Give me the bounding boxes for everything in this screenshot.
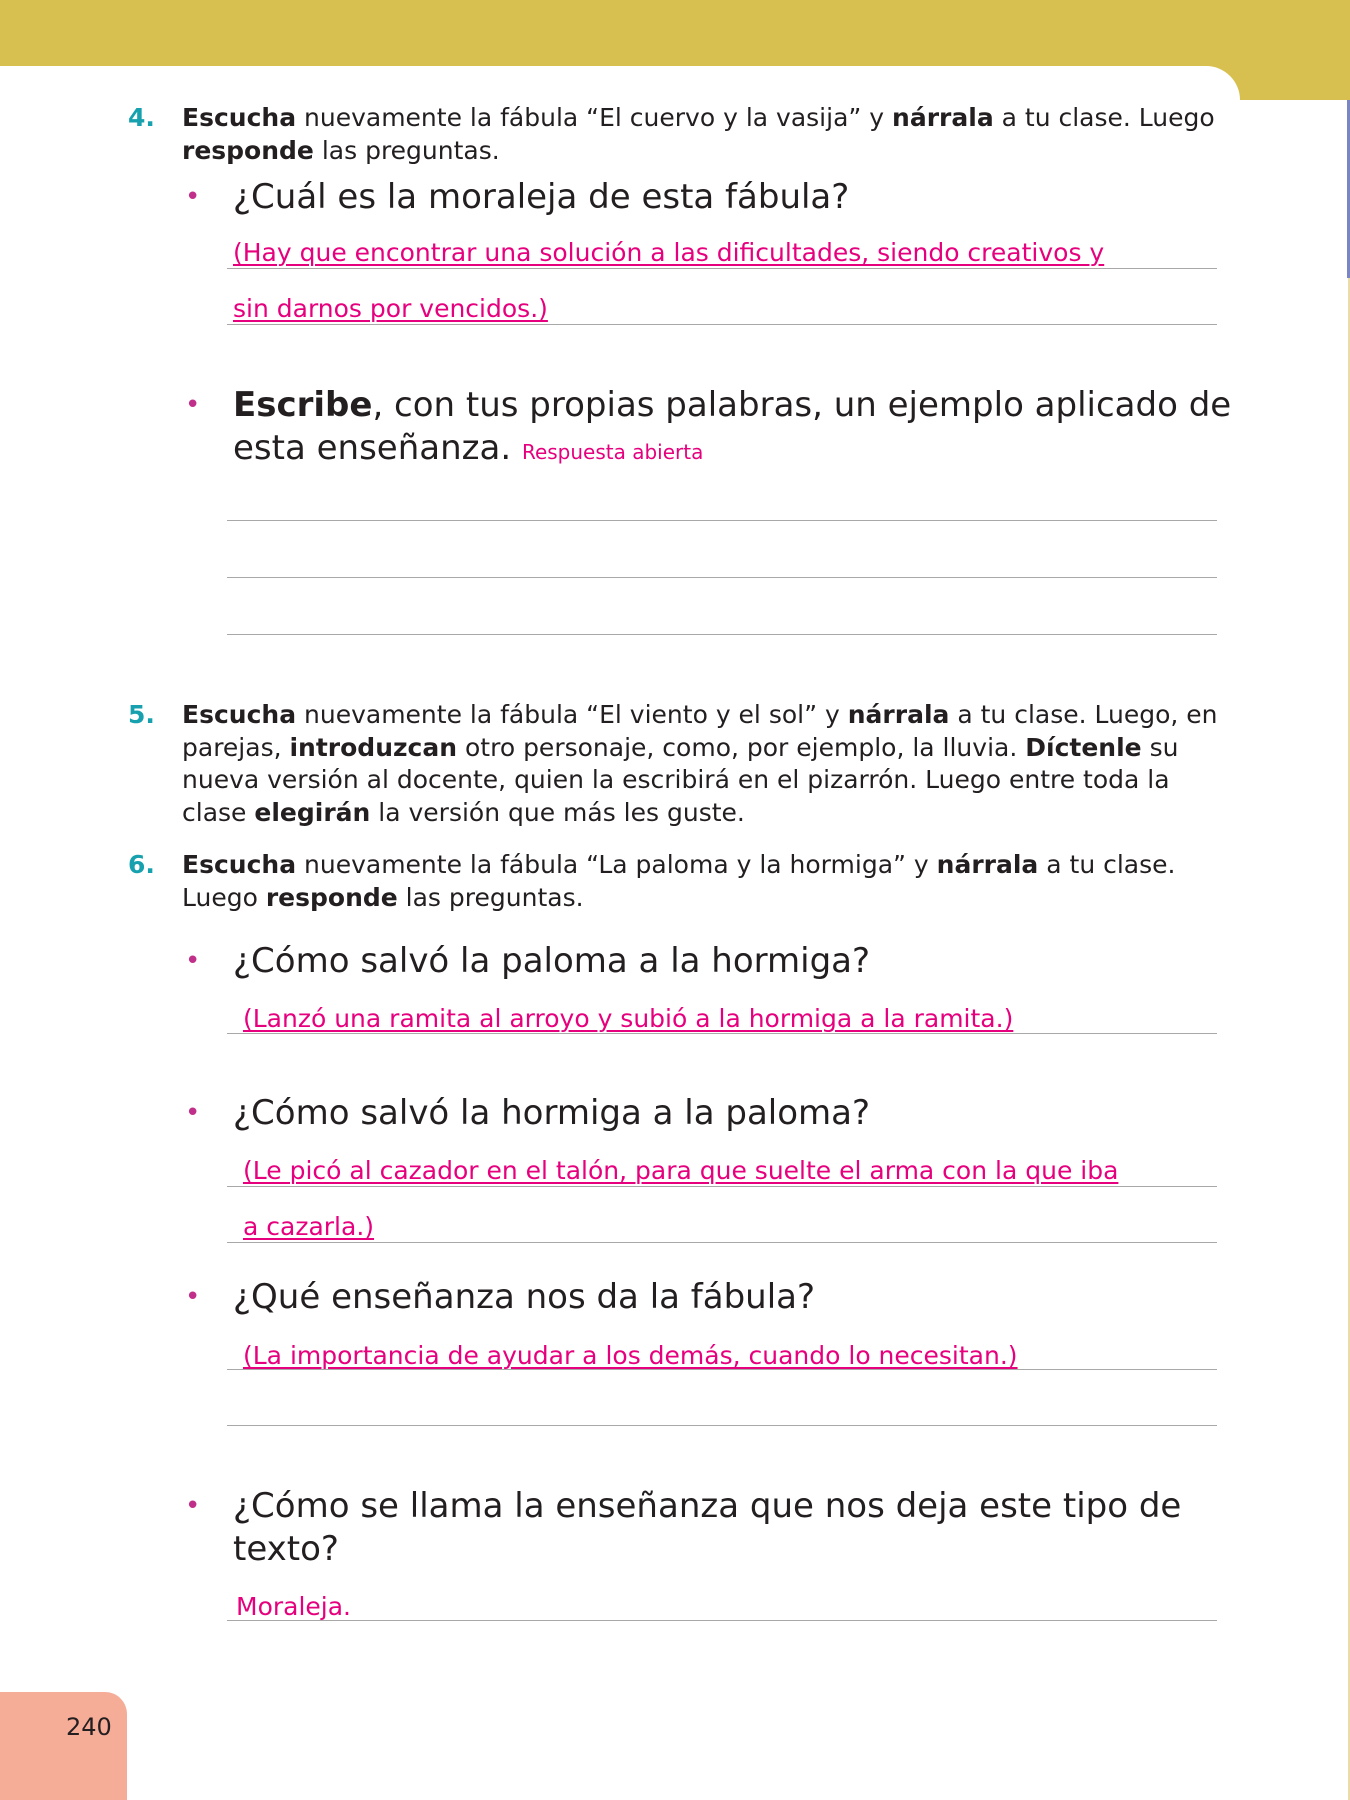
- verb: responde: [182, 135, 314, 165]
- answer-text: a cazarla.): [243, 1212, 375, 1241]
- answer-line[interactable]: [227, 1620, 1217, 1621]
- text: nuevamente la fábula “El cuervo y la vasija” y: [296, 103, 893, 132]
- text: , con tus propias palabras, un ejemplo aplicado de esta enseñanza.: [233, 385, 1232, 468]
- verb: Díctenle: [1025, 732, 1142, 762]
- bullet-icon: •: [185, 1491, 201, 1521]
- bullet-question: [233, 384, 1233, 474]
- answer-text: sin darnos por vencidos.): [233, 294, 548, 323]
- answer-text: (Le picó al cazador en el talón, para que suelte el arma con la que iba: [243, 1156, 1119, 1185]
- text: otro personaje, como, por ejemplo, la lluvia.: [457, 732, 1026, 762]
- verb: Escribe: [233, 385, 373, 425]
- verb: nárrala: [936, 850, 1039, 879]
- text: a tu clase. Luego: [993, 103, 1215, 132]
- answer-line[interactable]: [227, 1425, 1217, 1426]
- answer-line[interactable]: [227, 1242, 1217, 1243]
- text: a tu clase. Luego: [182, 850, 1176, 912]
- text: su nueva versión al docente, quien la escribirá en el pizarrón. Luego entre toda la clase: [182, 732, 1179, 827]
- verb: responde: [265, 882, 398, 912]
- text: la versión que más les guste.: [370, 797, 745, 827]
- answer-note: Respuesta abierta: [521, 440, 704, 464]
- question-instruction: [182, 102, 1222, 167]
- answer-text: (Hay que encontrar una solución a las dificultades, siendo creativos y: [233, 238, 1105, 267]
- bullet-icon: •: [185, 946, 201, 976]
- page-number-tab: [0, 1692, 127, 1800]
- text: nuevamente la fábula “La paloma y la hormiga” y: [296, 850, 937, 879]
- bullet-question: ¿Cómo salvó la hormiga a la paloma?: [233, 1093, 871, 1133]
- bullet-question: ¿Cómo salvó la paloma a la hormiga?: [233, 941, 871, 981]
- answer-text: (La importancia de ayudar a los demás, cuando lo necesitan.): [243, 1341, 1018, 1370]
- bullet-icon: •: [185, 390, 201, 420]
- answer-line[interactable]: [227, 634, 1217, 635]
- question-instruction: [182, 849, 1222, 914]
- verb: nárrala: [847, 700, 950, 729]
- question-instruction: [182, 699, 1222, 829]
- answer-line[interactable]: [227, 577, 1217, 578]
- verb: introduzcan: [289, 732, 458, 762]
- bullet-icon: •: [185, 1098, 201, 1128]
- verb: Escucha: [182, 103, 297, 132]
- answer-line[interactable]: [227, 1033, 1217, 1034]
- verb: nárrala: [892, 103, 994, 132]
- bullet-icon: •: [185, 1282, 201, 1312]
- answer-line[interactable]: [227, 1186, 1217, 1187]
- text: nuevamente la fábula “El viento y el sol” y: [296, 700, 848, 729]
- answer-text: Moraleja.: [236, 1592, 352, 1621]
- answer-line[interactable]: [227, 520, 1217, 521]
- verb: Escucha: [182, 700, 297, 729]
- question-number: 5.: [128, 700, 155, 729]
- text: las preguntas.: [397, 882, 584, 912]
- page-number: 240: [66, 1713, 112, 1741]
- verb: elegirán: [254, 797, 371, 827]
- answer-text: (Lanzó una ramita al arroyo y subió a la hormiga a la ramita.): [243, 1004, 1014, 1033]
- answer-line[interactable]: [227, 324, 1217, 325]
- answer-line[interactable]: [227, 1369, 1217, 1370]
- question-number: 4.: [128, 103, 155, 132]
- bullet-question: ¿Cuál es la moraleja de esta fábula?: [233, 177, 850, 217]
- question-number: 6.: [128, 850, 155, 879]
- bullet-question: ¿Cómo se llama la enseñanza que nos deja este tipo de texto?: [233, 1486, 1182, 1569]
- text: las preguntas.: [313, 135, 500, 165]
- bullet-icon: •: [185, 182, 201, 212]
- bullet-question: ¿Qué enseñanza nos da la fábula?: [233, 1277, 816, 1317]
- text: a tu clase. Luego, en parejas,: [182, 700, 1218, 762]
- answer-line[interactable]: [227, 268, 1217, 269]
- verb: Escucha: [182, 850, 297, 879]
